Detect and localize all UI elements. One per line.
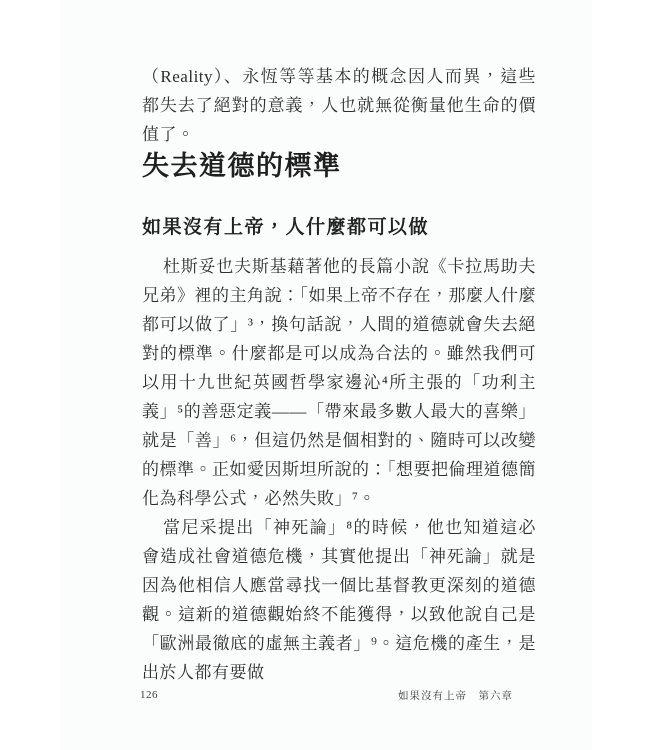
body-text-column — [142, 252, 536, 687]
page-number: 126 — [140, 689, 158, 701]
subsection-title: 如果沒有上帝，人什麼都可以做 — [142, 217, 430, 238]
paragraph-1: 杜斯妥也夫斯基藉著他的長篇小說《卡拉馬助夫兄弟》裡的主角說：「如果上帝不存在，那麼人什麼都可以做了」³，換句話說，人間的道德就會失去絕對的標準。什麼都是可以成為合法的。雖然我們可以用十九世紀英國哲學家邊沁⁴所主張的「功利主義」⁵的善惡定義——「帶來最多數人最大的喜樂」就是「善」⁶，但這仍然是個相對的、隨時可以改變的標準。正如愛因斯坦所說的：「想要把倫理道德簡化為科學公式，必然失敗」⁷。 — [142, 257, 536, 508]
section-title: 失去道德的標準 — [142, 151, 342, 181]
running-title: 如果沒有上帝 第六章 — [398, 691, 513, 702]
paragraph-2: 當尼采提出「神死論」⁸的時候，他也知道這必會造成社會道德危機，其實他提出「神死論」就是因為他相信人應當尋找一個比基督教更深刻的道德觀。這新的道德觀始終不能獲得，以致他說自己是「歐洲最徹底的虛無主義者」⁹。這危機的產生，是出於人都有要做 — [142, 518, 536, 682]
paragraph-continuation: （Reality）、永恆等等基本的概念因人而異，這些都失去了絕對的意義，人也就無從衡量他生命的價值了。 — [142, 67, 536, 144]
